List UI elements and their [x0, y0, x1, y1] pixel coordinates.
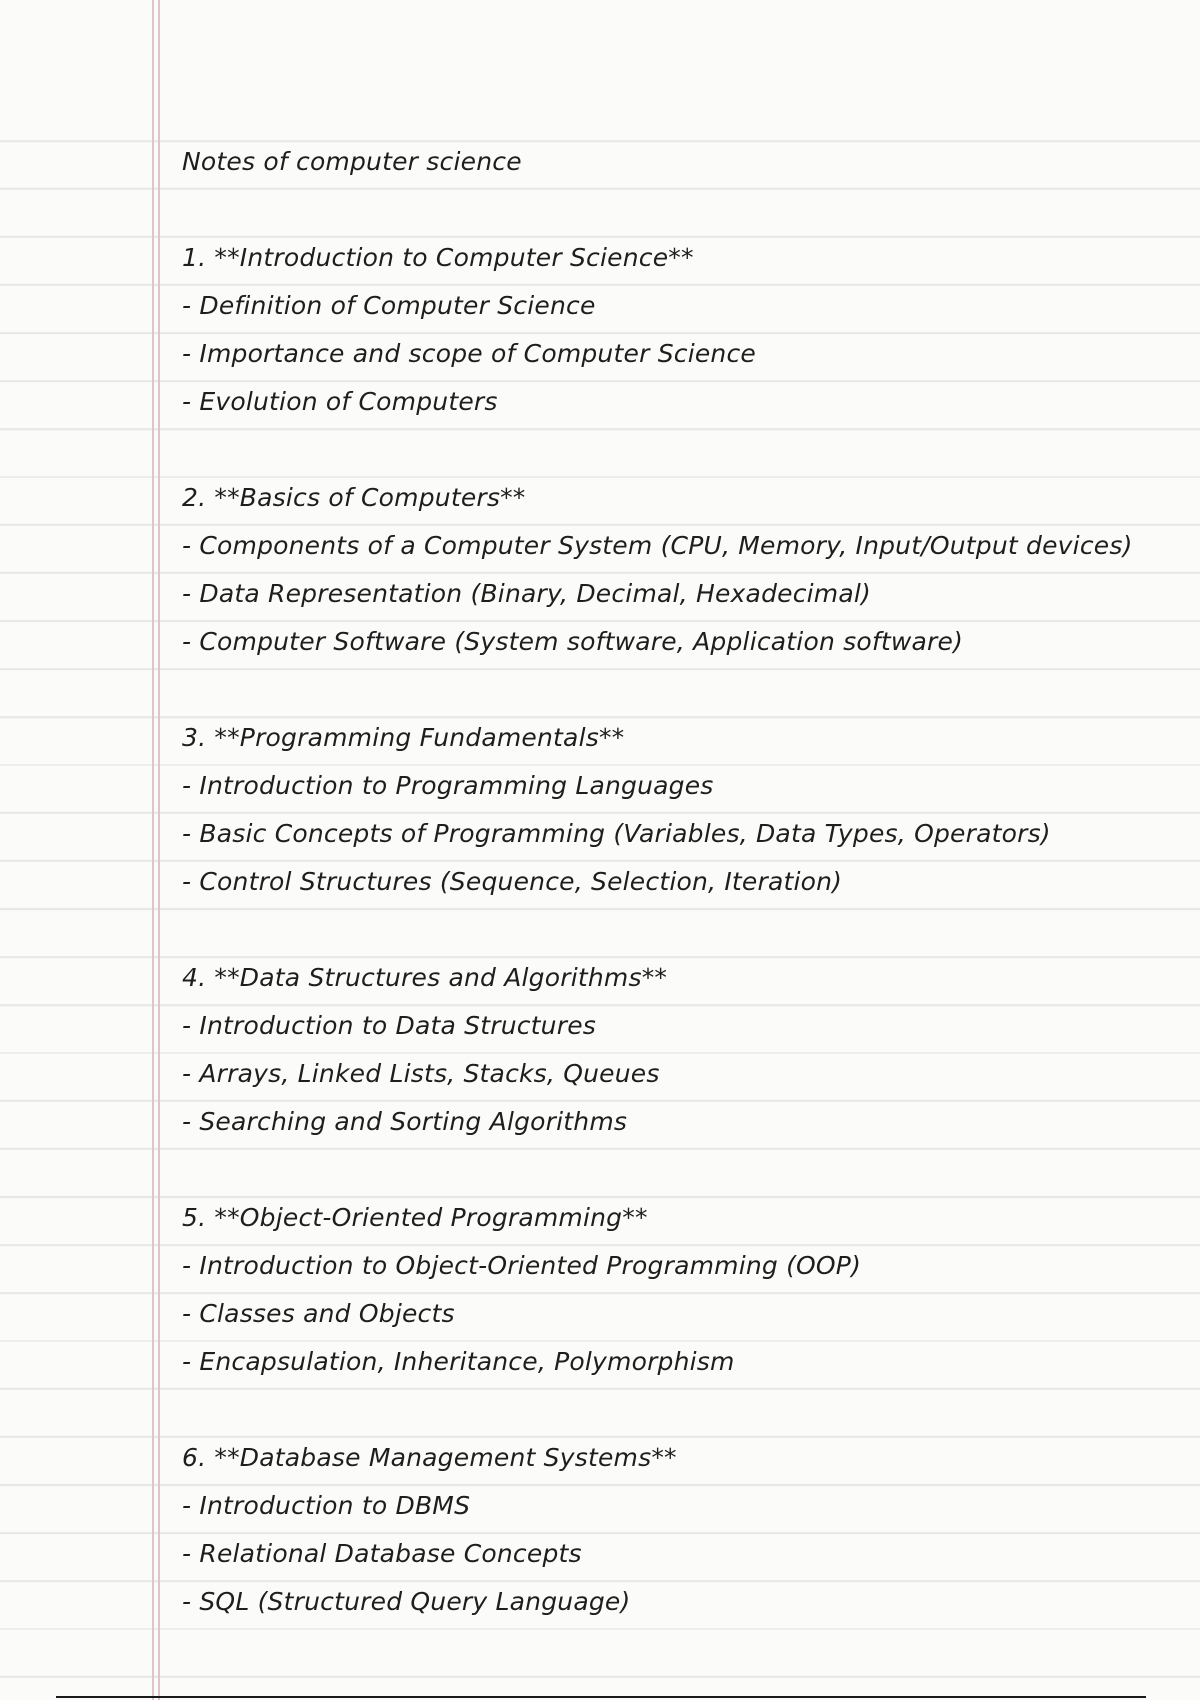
- page-title: Notes of computer science: [182, 147, 522, 176]
- section-heading: 6. **Database Management Systems**: [182, 1443, 677, 1472]
- blank-line: [182, 186, 1182, 234]
- blank-line: [182, 1386, 1182, 1434]
- list-item: - Data Representation (Binary, Decimal, Hexadecimal): [182, 579, 871, 608]
- list-item: - Basic Concepts of Programming (Variables, Data Types, Operators): [182, 819, 1051, 848]
- section-heading: 4. **Data Structures and Algorithms**: [182, 963, 668, 992]
- list-item: - Definition of Computer Science: [182, 291, 596, 320]
- list-item: - Introduction to Object-Oriented Programming (OOP): [182, 1251, 862, 1280]
- list-item: - Introduction to Programming Languages: [182, 771, 714, 800]
- list-item: - Computer Software (System software, Application software): [182, 627, 964, 656]
- list-item: - Searching and Sorting Algorithms: [182, 1107, 628, 1136]
- blank-line: [182, 906, 1182, 954]
- list-item: - Arrays, Linked Lists, Stacks, Queues: [182, 1059, 660, 1088]
- list-item: - Encapsulation, Inheritance, Polymorphism: [182, 1347, 735, 1376]
- blank-line: [182, 666, 1182, 714]
- list-item: - Importance and scope of Computer Science: [182, 339, 757, 368]
- margin-line: [152, 0, 154, 1700]
- blank-line: [182, 426, 1182, 474]
- section-heading: 2. **Basics of Computers**: [182, 483, 526, 512]
- list-item: - Relational Database Concepts: [182, 1539, 582, 1568]
- section-heading: 1. **Introduction to Computer Science**: [182, 243, 694, 272]
- bottom-divider: [56, 1696, 1146, 1698]
- list-item: - Evolution of Computers: [182, 387, 498, 416]
- list-item: - Control Structures (Sequence, Selection, Iteration): [182, 867, 843, 896]
- section-heading: 3. **Programming Fundamentals**: [182, 723, 625, 752]
- blank-line: [182, 1146, 1182, 1194]
- list-item: - SQL (Structured Query Language): [182, 1587, 631, 1616]
- list-item: - Classes and Objects: [182, 1299, 455, 1328]
- page-header-area: [0, 0, 1200, 138]
- notes-content: [182, 138, 1182, 1626]
- list-item: - Components of a Computer System (CPU, Memory, Input/Output devices): [182, 531, 1133, 560]
- section-heading: 5. **Object-Oriented Programming**: [182, 1203, 648, 1232]
- list-item: - Introduction to DBMS: [182, 1491, 471, 1520]
- margin-line: [158, 0, 160, 1700]
- list-item: - Introduction to Data Structures: [182, 1011, 597, 1040]
